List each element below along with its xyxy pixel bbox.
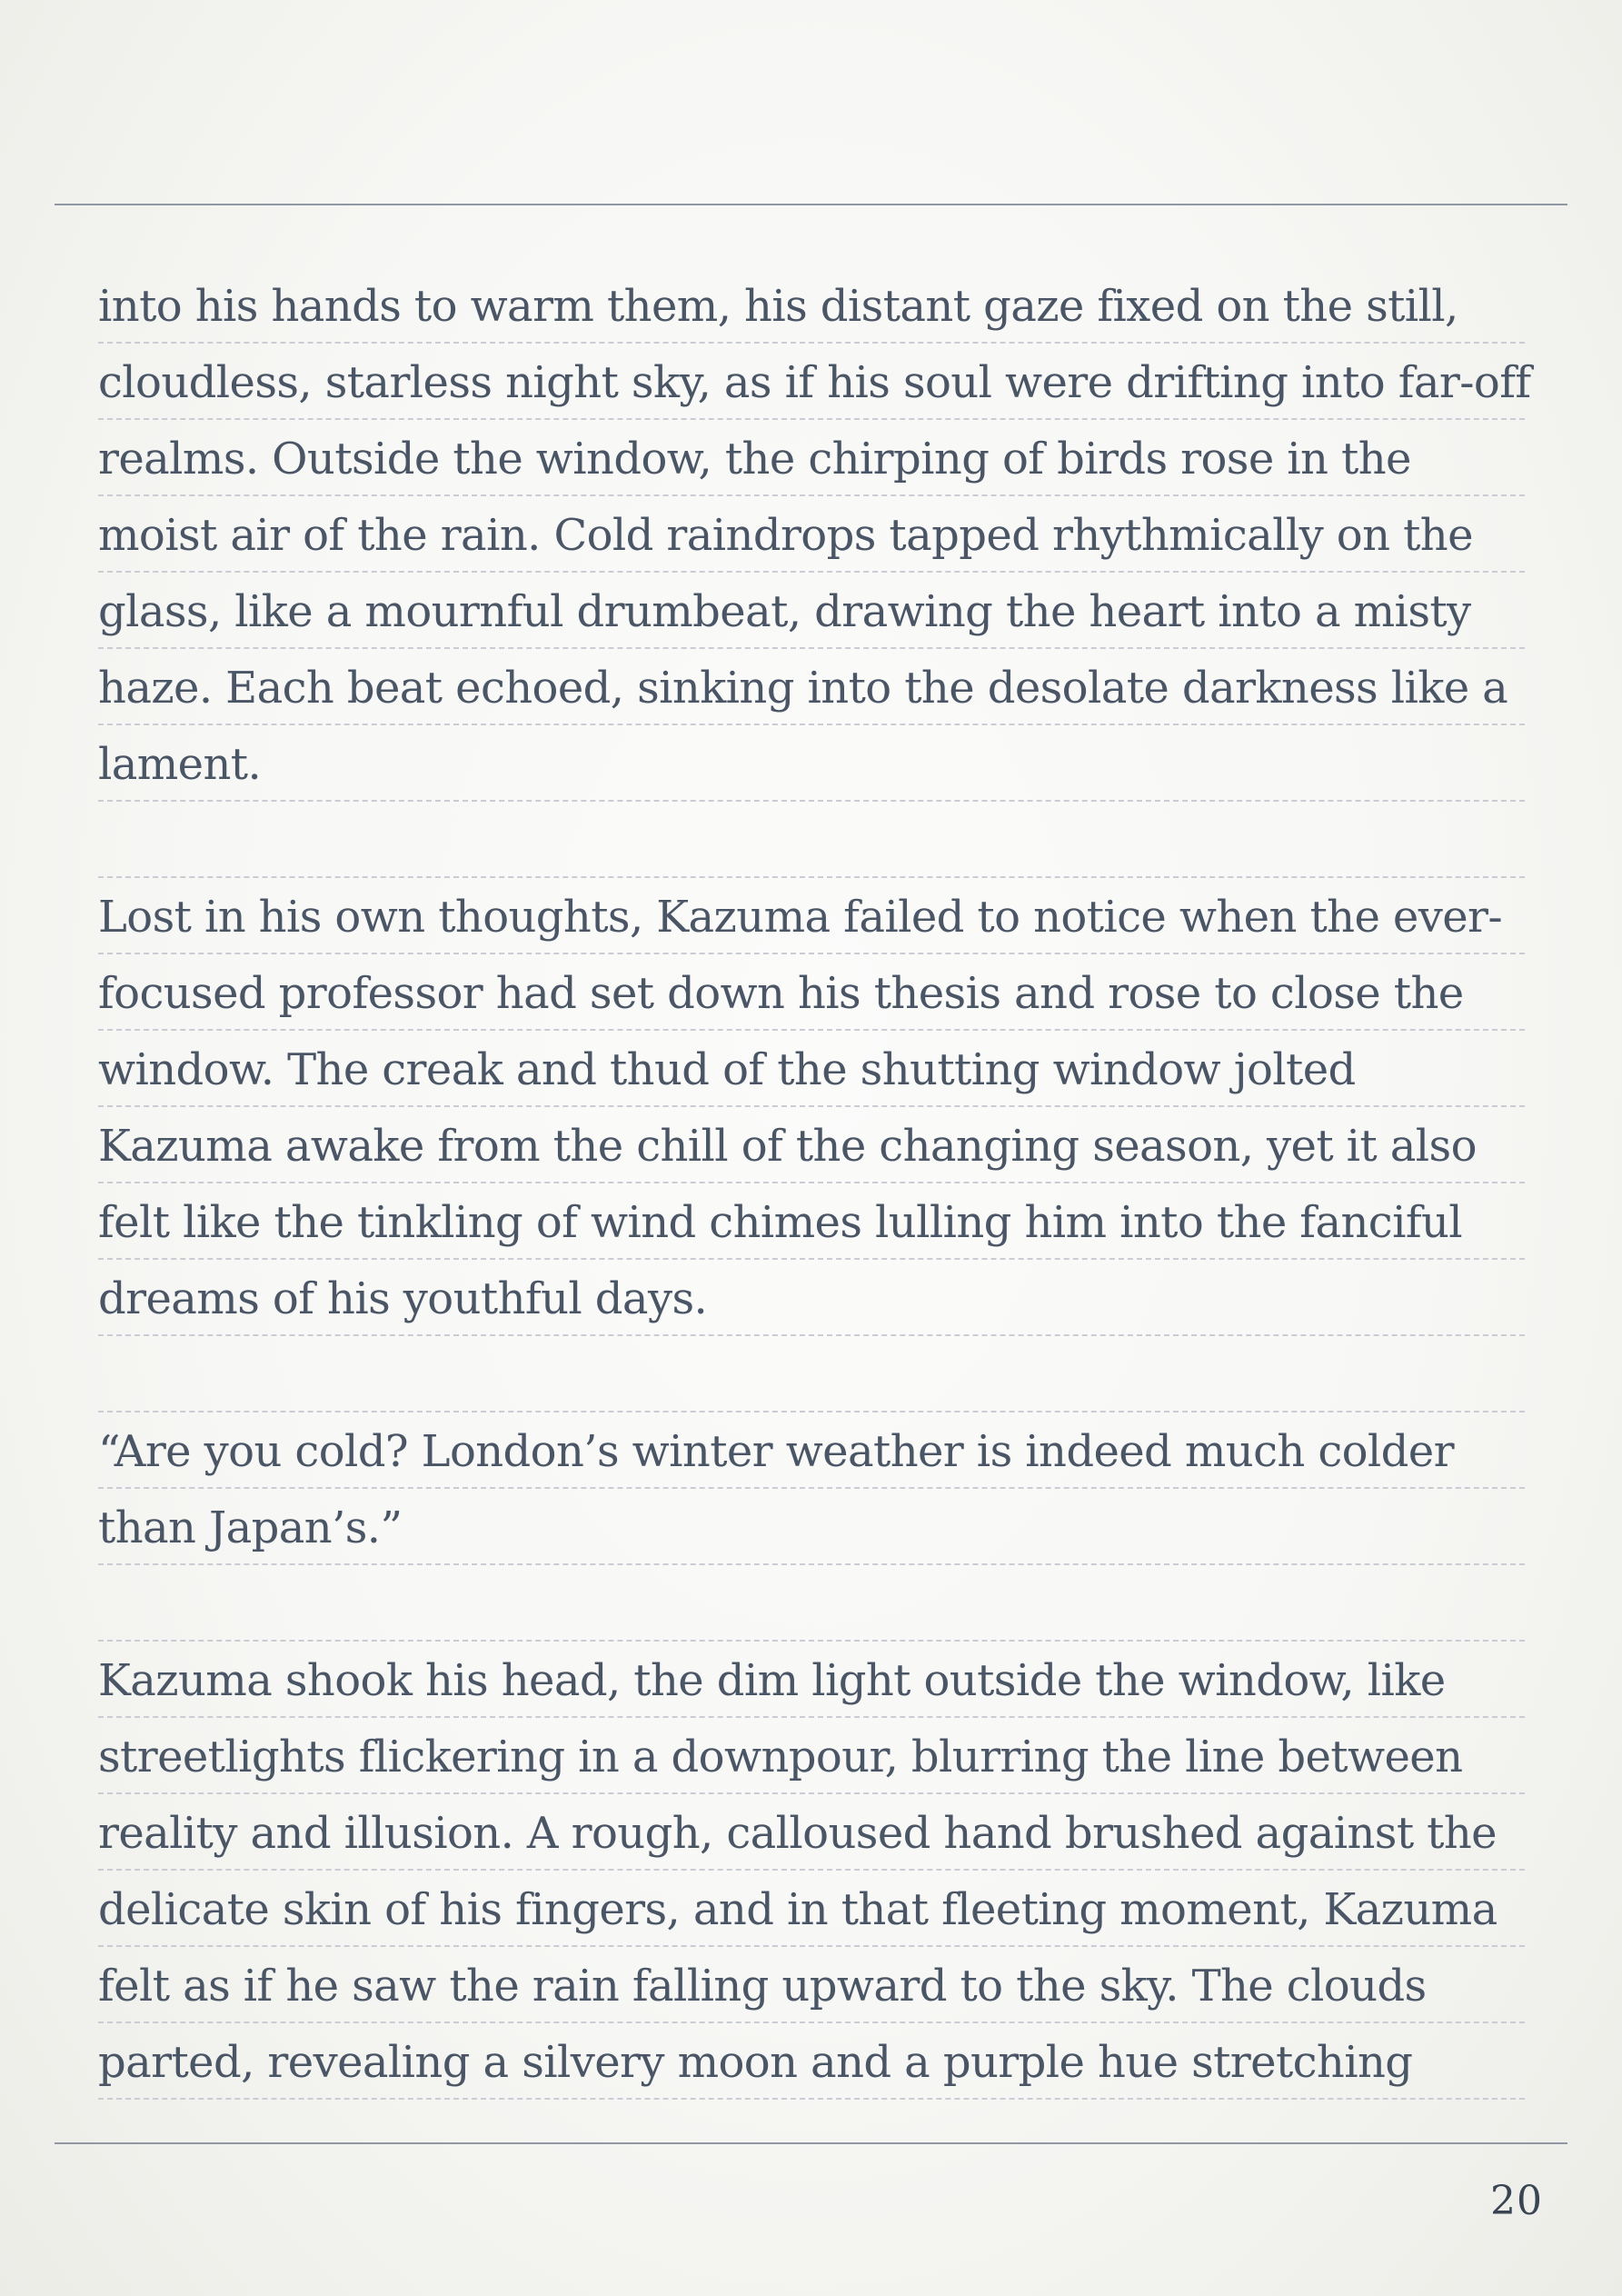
text-line: streetlights flickering in a downpour, blurring the line between [98, 1718, 1525, 1794]
text-line: Kazuma awake from the chill of the changing season, yet it also [98, 1107, 1525, 1183]
text-line: haze. Each beat echoed, sinking into the desolate darkness like a [98, 649, 1525, 725]
blank-line [98, 802, 1525, 878]
text-line: reality and illusion. A rough, calloused hand brushed against the [98, 1794, 1525, 1871]
text-line: delicate skin of his fingers, and in that fleeting moment, Kazuma [98, 1871, 1525, 1947]
text-line: into his hands to warm them, his distant gaze fixed on the still, [98, 267, 1525, 344]
header-rule [55, 204, 1567, 205]
text-line: focused professor had set down his thesis and rose to close the [98, 954, 1525, 1031]
text-line: realms. Outside the window, the chirping of birds rose in the [98, 420, 1525, 496]
page-number: 20 [1490, 2178, 1543, 2224]
footer-rule [55, 2142, 1567, 2144]
text-line: glass, like a mournful drumbeat, drawing the heart into a misty [98, 573, 1525, 649]
text-line: lament. [98, 725, 1525, 802]
text-line: dreams of his youthful days. [98, 1260, 1525, 1336]
text-line: than Japan’s.” [98, 1489, 1525, 1565]
text-line: “Are you cold? London’s winter weather is indeed much colder [98, 1413, 1525, 1489]
text-line: window. The creak and thud of the shutting window jolted [98, 1031, 1525, 1107]
text-line: moist air of the rain. Cold raindrops tapped rhythmically on the [98, 496, 1525, 573]
text-line: felt like the tinkling of wind chimes lulling him into the fanciful [98, 1183, 1525, 1260]
body-text [98, 267, 1531, 2100]
text-line: Lost in his own thoughts, Kazuma failed to notice when the ever- [98, 878, 1525, 954]
text-line: cloudless, starless night sky, as if his soul were drifting into far-off [98, 344, 1525, 420]
text-line: parted, revealing a silvery moon and a purple hue stretching [98, 2023, 1525, 2100]
text-line: Kazuma shook his head, the dim light outside the window, like [98, 1642, 1525, 1718]
text-line: felt as if he saw the rain falling upward to the sky. The clouds [98, 1947, 1525, 2023]
blank-line [98, 1565, 1525, 1642]
blank-line [98, 1336, 1525, 1413]
